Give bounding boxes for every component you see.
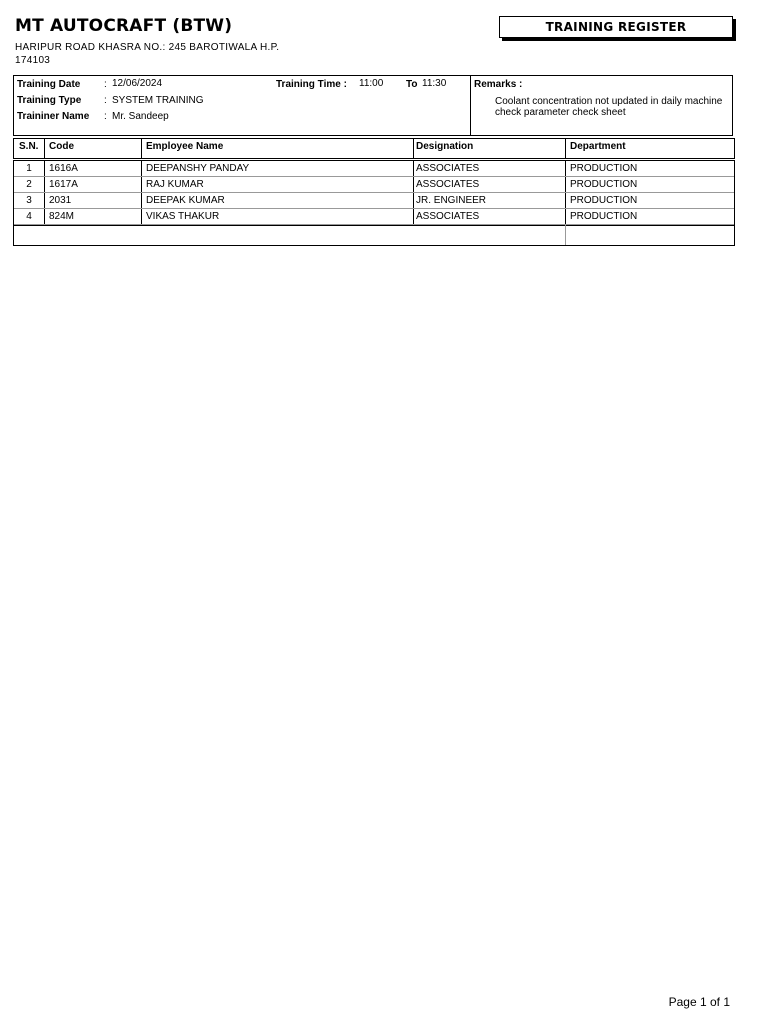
cell-designation: ASSOCIATES — [416, 211, 480, 222]
training-type-label: Training Type — [17, 95, 82, 106]
training-type-colon: : — [104, 95, 107, 106]
trainer-name-value: Mr. Sandeep — [112, 111, 169, 122]
training-info-box — [13, 75, 733, 136]
cell-department: PRODUCTION — [570, 195, 638, 206]
cell-department: PRODUCTION — [570, 211, 638, 222]
company-name: MT AUTOCRAFT (BTW) — [15, 16, 233, 36]
table-row — [14, 193, 734, 209]
page-number: Page 1 of 1 — [668, 995, 730, 1009]
cell-sn: 2 — [26, 179, 32, 190]
training-type-value: SYSTEM TRAINING — [112, 95, 204, 106]
table-footer-column-divider — [565, 225, 566, 245]
column-header-employee-name: Employee Name — [146, 141, 224, 152]
column-divider — [565, 139, 566, 158]
cell-designation: JR. ENGINEER — [416, 195, 487, 206]
cell-employee-name: DEEPANSHY PANDAY — [146, 163, 250, 174]
table-row — [14, 161, 734, 177]
training-time-label: Training Time : — [276, 79, 347, 90]
cell-code: 1616A — [49, 163, 78, 174]
remarks-label: Remarks : — [474, 79, 523, 90]
table-row — [14, 177, 734, 193]
cell-sn: 3 — [26, 195, 32, 206]
cell-code: 824M — [49, 211, 75, 222]
table-header — [13, 138, 735, 159]
remarks-divider — [470, 76, 471, 135]
column-header-sn: S.N. — [19, 141, 39, 152]
table-row — [14, 209, 734, 225]
company-address: HARIPUR ROAD KHASRA NO.: 245 BAROTIWALA H.P. — [15, 42, 280, 53]
trainer-name-label: Traininer Name — [17, 111, 90, 122]
training-date-colon: : — [104, 79, 107, 90]
trainer-name-colon: : — [104, 111, 107, 122]
training-date-label: Training Date — [17, 79, 81, 90]
column-header-code: Code — [49, 141, 74, 152]
cell-employee-name: DEEPAK KUMAR — [146, 195, 225, 206]
cell-code: 1617A — [49, 179, 78, 190]
training-date-value: 12/06/2024 — [112, 78, 163, 89]
training-time-to: 11:30 — [422, 78, 447, 89]
cell-employee-name: VIKAS THAKUR — [146, 211, 220, 222]
register-title: TRAINING REGISTER — [499, 16, 733, 38]
column-header-designation: Designation — [416, 141, 474, 152]
remarks-text: Coolant concentration not updated in daily machine check parameter check sheet — [495, 96, 723, 118]
column-header-department: Department — [570, 141, 626, 152]
company-pincode: 174103 — [15, 55, 51, 66]
training-time-to-label: To — [406, 79, 418, 90]
training-time-from: 11:00 — [359, 78, 384, 89]
table-body — [13, 160, 735, 246]
cell-department: PRODUCTION — [570, 179, 638, 190]
cell-department: PRODUCTION — [570, 163, 638, 174]
cell-sn: 4 — [26, 211, 32, 222]
column-divider — [44, 139, 45, 158]
cell-designation: ASSOCIATES — [416, 179, 480, 190]
cell-designation: ASSOCIATES — [416, 163, 480, 174]
column-divider — [141, 139, 142, 158]
table-footer-divider — [14, 225, 734, 226]
cell-code: 2031 — [49, 195, 72, 206]
cell-sn: 1 — [26, 163, 32, 174]
cell-employee-name: RAJ KUMAR — [146, 179, 204, 190]
column-divider — [413, 139, 414, 158]
